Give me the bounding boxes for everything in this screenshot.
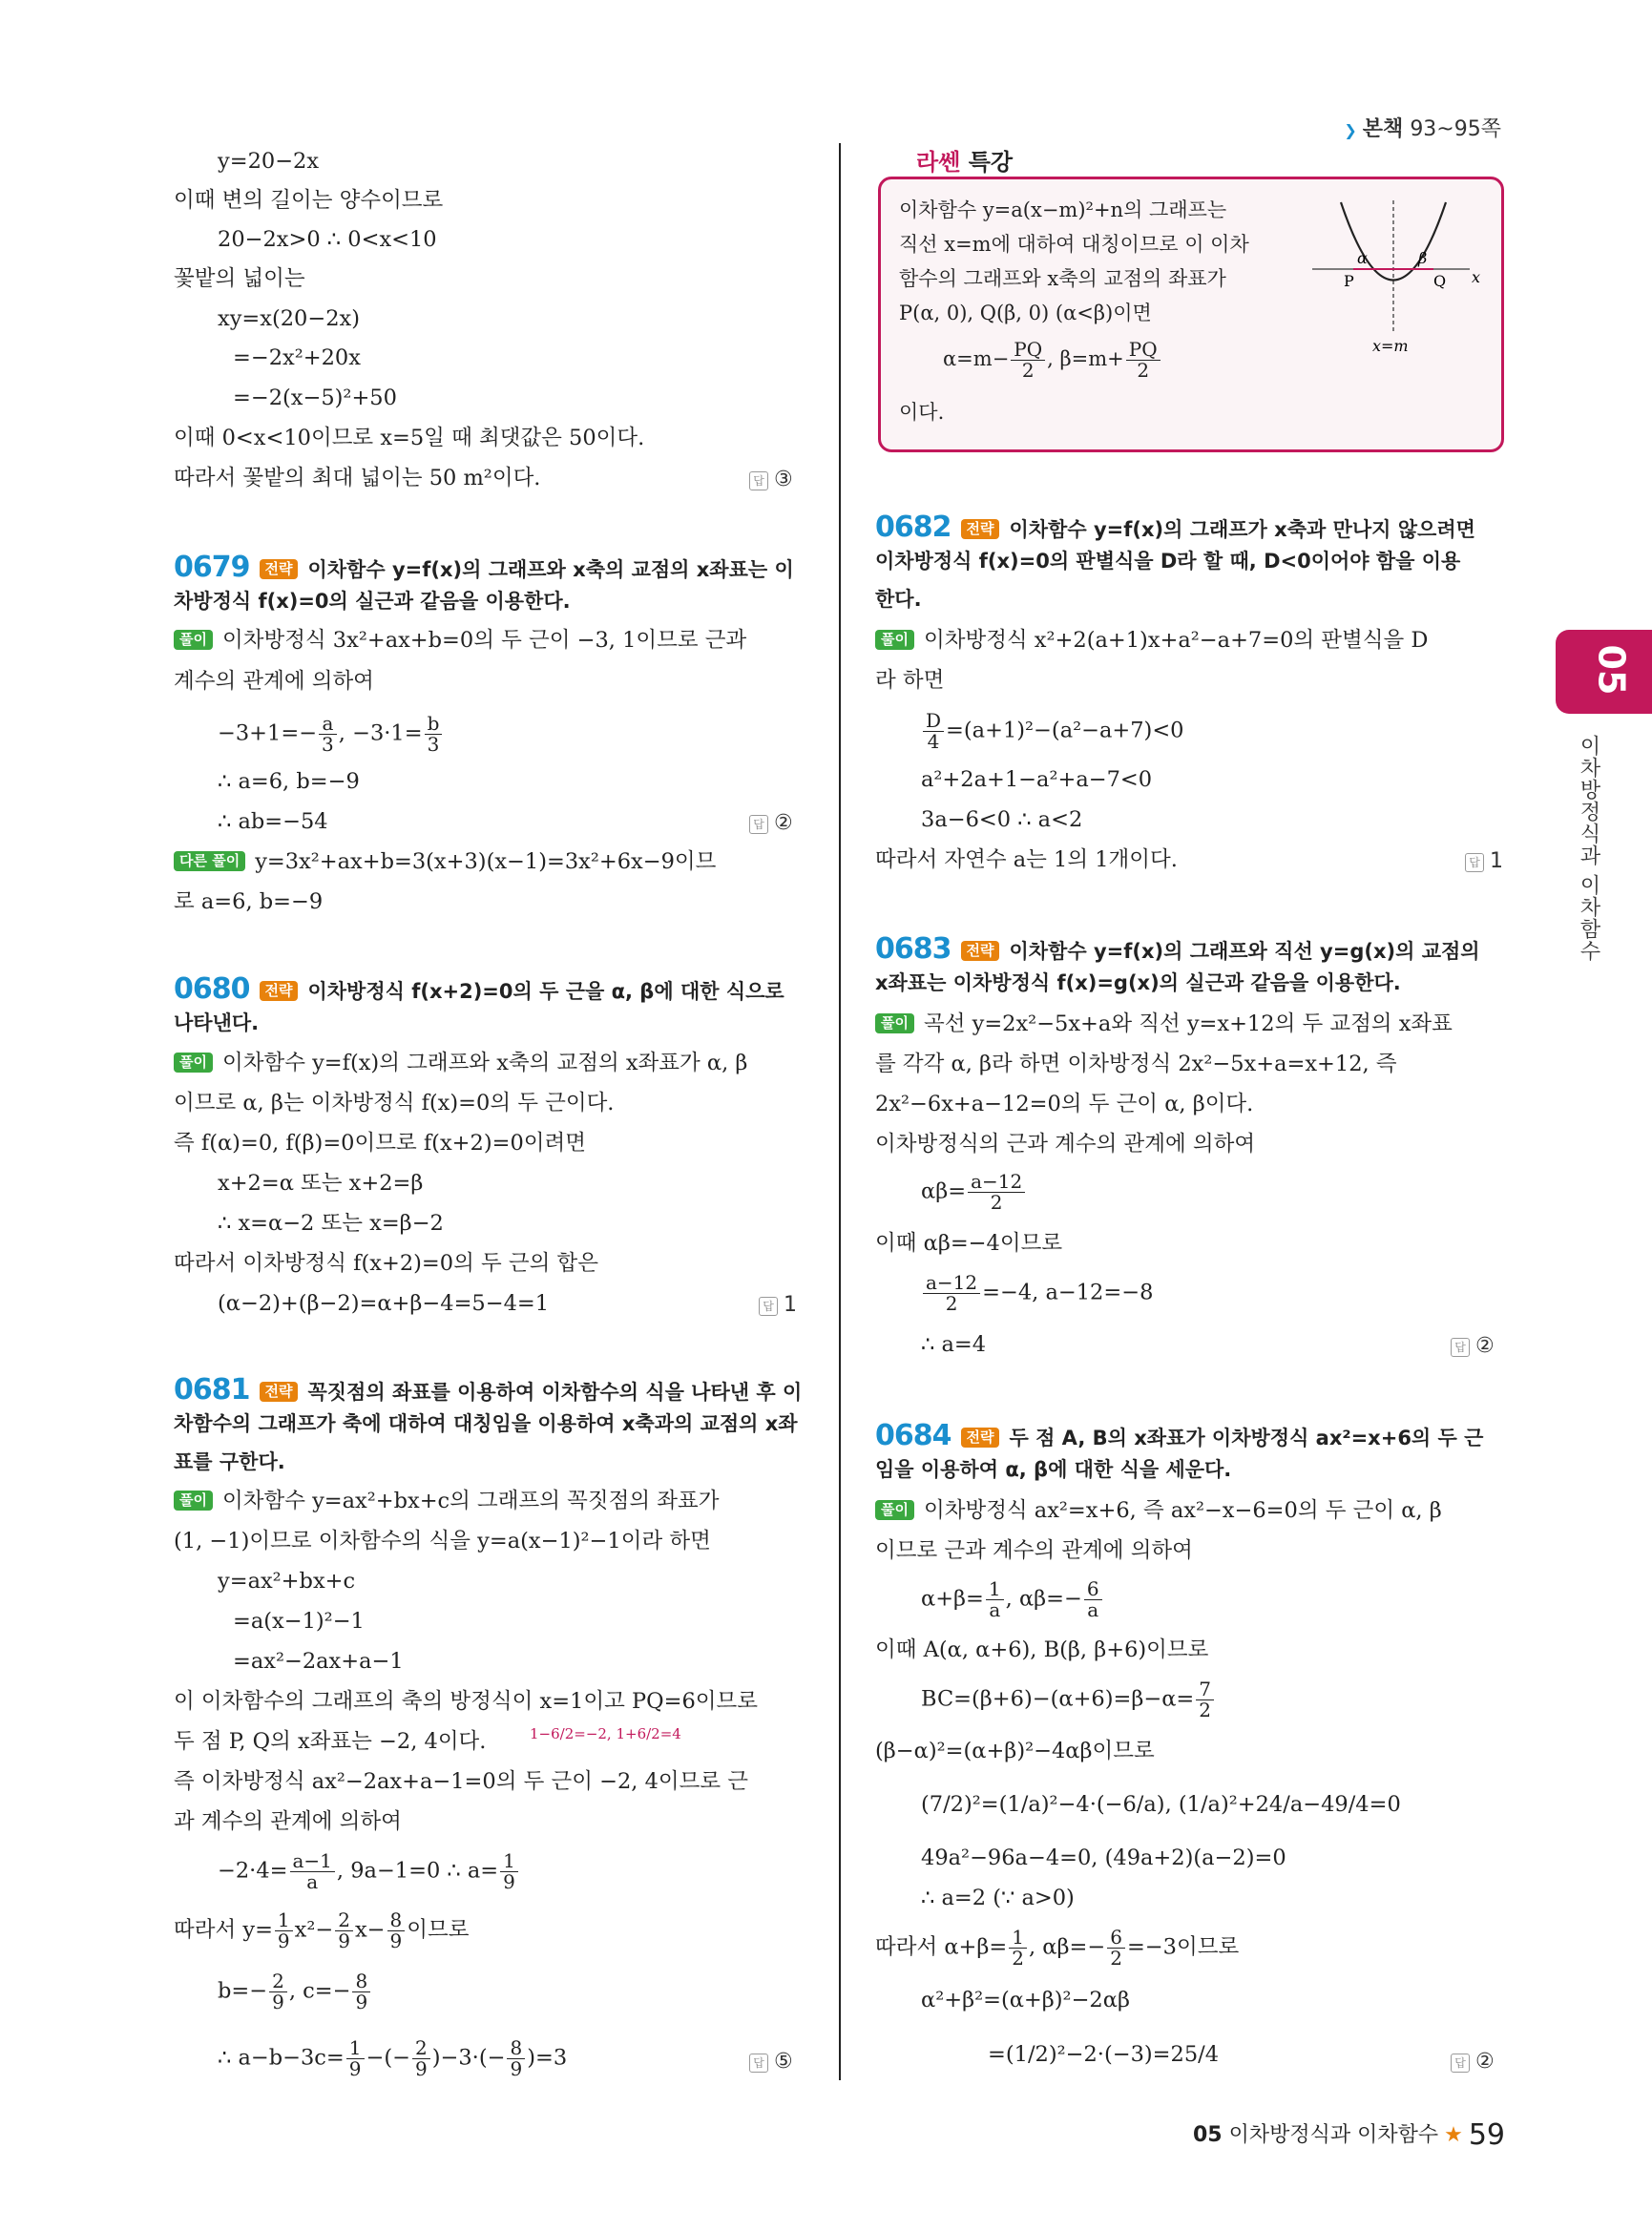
- answer: 답 ②: [749, 811, 793, 835]
- answer-icon: 답: [1451, 1338, 1470, 1357]
- answer-icon: 답: [1451, 2054, 1470, 2073]
- graph-alpha-label: α: [1357, 249, 1368, 267]
- graph-p-label: P: [1344, 272, 1354, 290]
- answer-icon: 답: [749, 471, 768, 490]
- equation: α=m− $\frac{PQ}{2}$ , β=m+ $\frac{PQ}{2}$: [943, 340, 1162, 381]
- page-number: 59: [1468, 2118, 1505, 2152]
- graph-q-label: Q: [1433, 272, 1447, 290]
- equation: $\frac{D}{4}$ =(a+1)²−(a²−a+7)<0: [921, 711, 1184, 752]
- equation: b=− $\frac{2}{9}$ , c=− $\frac{8}{9}$: [218, 1971, 372, 2012]
- graph-beta-label: β: [1418, 249, 1428, 267]
- parabola-graph: [1307, 191, 1489, 363]
- equation: BC=(β+6)−(α+6)=β−α= $\frac{7}{2}$: [921, 1679, 1216, 1720]
- chapter-side-title: 이차방정식과 이차함수: [1577, 735, 1600, 962]
- answer-icon: 답: [1465, 853, 1484, 872]
- problem-0682-strategy: 0682 전략 이차함수 y=f(x)의 그래프가 x축과 만나지 않으려면: [875, 511, 1475, 544]
- graph-x-label: x: [1472, 268, 1481, 286]
- annotation-note: 1−6/2=−2, 1+6/2=4: [530, 1725, 681, 1742]
- answer-icon: 답: [749, 2054, 768, 2073]
- lecture-title: 라쎈 특강: [916, 149, 1014, 176]
- graph-axis-label: x=m: [1372, 337, 1409, 355]
- answer: 답 ⑤: [749, 2050, 793, 2074]
- answer: 답 ②: [1451, 2050, 1495, 2074]
- equation: −2·4= $\frac{a-1}{a}$ , 9a−1=0 ∴ a= $\frac{1}{9}$: [218, 1851, 520, 1892]
- chapter-tab: 05: [1556, 630, 1652, 714]
- answer: 답 1: [759, 1293, 797, 1317]
- problem-0681-strategy: 0681 전략 꼭짓점의 좌표를 이용하여 이차함수의 식을 나타낸 후 이: [174, 1373, 803, 1407]
- equation: αβ= $\frac{a-12}{2}$: [921, 1172, 1027, 1213]
- equation: =(1/2)²−2·(−3)=25/4: [988, 2042, 1220, 2067]
- equation: ∴ a−b−3c= $\frac{1}{9}$ −(− $\frac{2}{9}$ )−3·(− $\frac{8}{9}$ )=3: [218, 2036, 568, 2080]
- equation: (7/2)²=(1/a)²−4·(−6/a), (1/a)²+24/a−49/4=0: [921, 1792, 1401, 1817]
- equation: −3+1=− $\frac{a}{3}$ , −3·1= $\frac{b}{3}$: [218, 714, 444, 755]
- problem-0679-strategy: 0679 전략 이차함수 y=f(x)의 그래프와 x축의 교점의 x좌표는 이: [174, 551, 794, 584]
- problem-0684-strategy: 0684 전략 두 점 A, B의 x좌표가 이차방정식 ax²=x+6의 두 근: [875, 1419, 1484, 1452]
- problem-0680-strategy: 0680 전략 이차방정식 f(x+2)=0의 두 근을 α, β에 대한 식으로: [174, 972, 784, 1006]
- answer: 답 ②: [1451, 1334, 1495, 1358]
- answer: 답 1: [1465, 849, 1503, 873]
- problem-0683-strategy: 0683 전략 이차함수 y=f(x)의 그래프와 직선 y=g(x)의 교점의: [875, 932, 1480, 966]
- equation: α+β= $\frac{1}{a}$ , αβ=− $\frac{6}{a}$: [921, 1579, 1104, 1620]
- star-icon: ★: [1444, 2123, 1463, 2147]
- answer: 답 ③: [749, 468, 793, 491]
- equation: $\frac{a-12}{2}$ =−4, a−12=−8: [921, 1273, 1153, 1314]
- answer-icon: 답: [759, 1297, 778, 1316]
- page-reference: ❯ 본책 93~95쪽: [1344, 117, 1501, 141]
- equation: 따라서 α+β= $\frac{1}{2}$ , αβ=− $\frac{6}{2}$ =−3이므로: [875, 1926, 1240, 1970]
- answer-icon: 답: [749, 815, 768, 834]
- page-footer: 05 이차방정식과 이차함수 ★ 59: [1192, 2118, 1505, 2152]
- column-divider: [839, 143, 841, 2080]
- equation: 따라서 y= $\frac{1}{9}$ x²− $\frac{2}{9}$ x− $\frac{8}{9}$ 이므로: [174, 1908, 470, 1952]
- chevron-right-icon: ❯: [1344, 121, 1357, 139]
